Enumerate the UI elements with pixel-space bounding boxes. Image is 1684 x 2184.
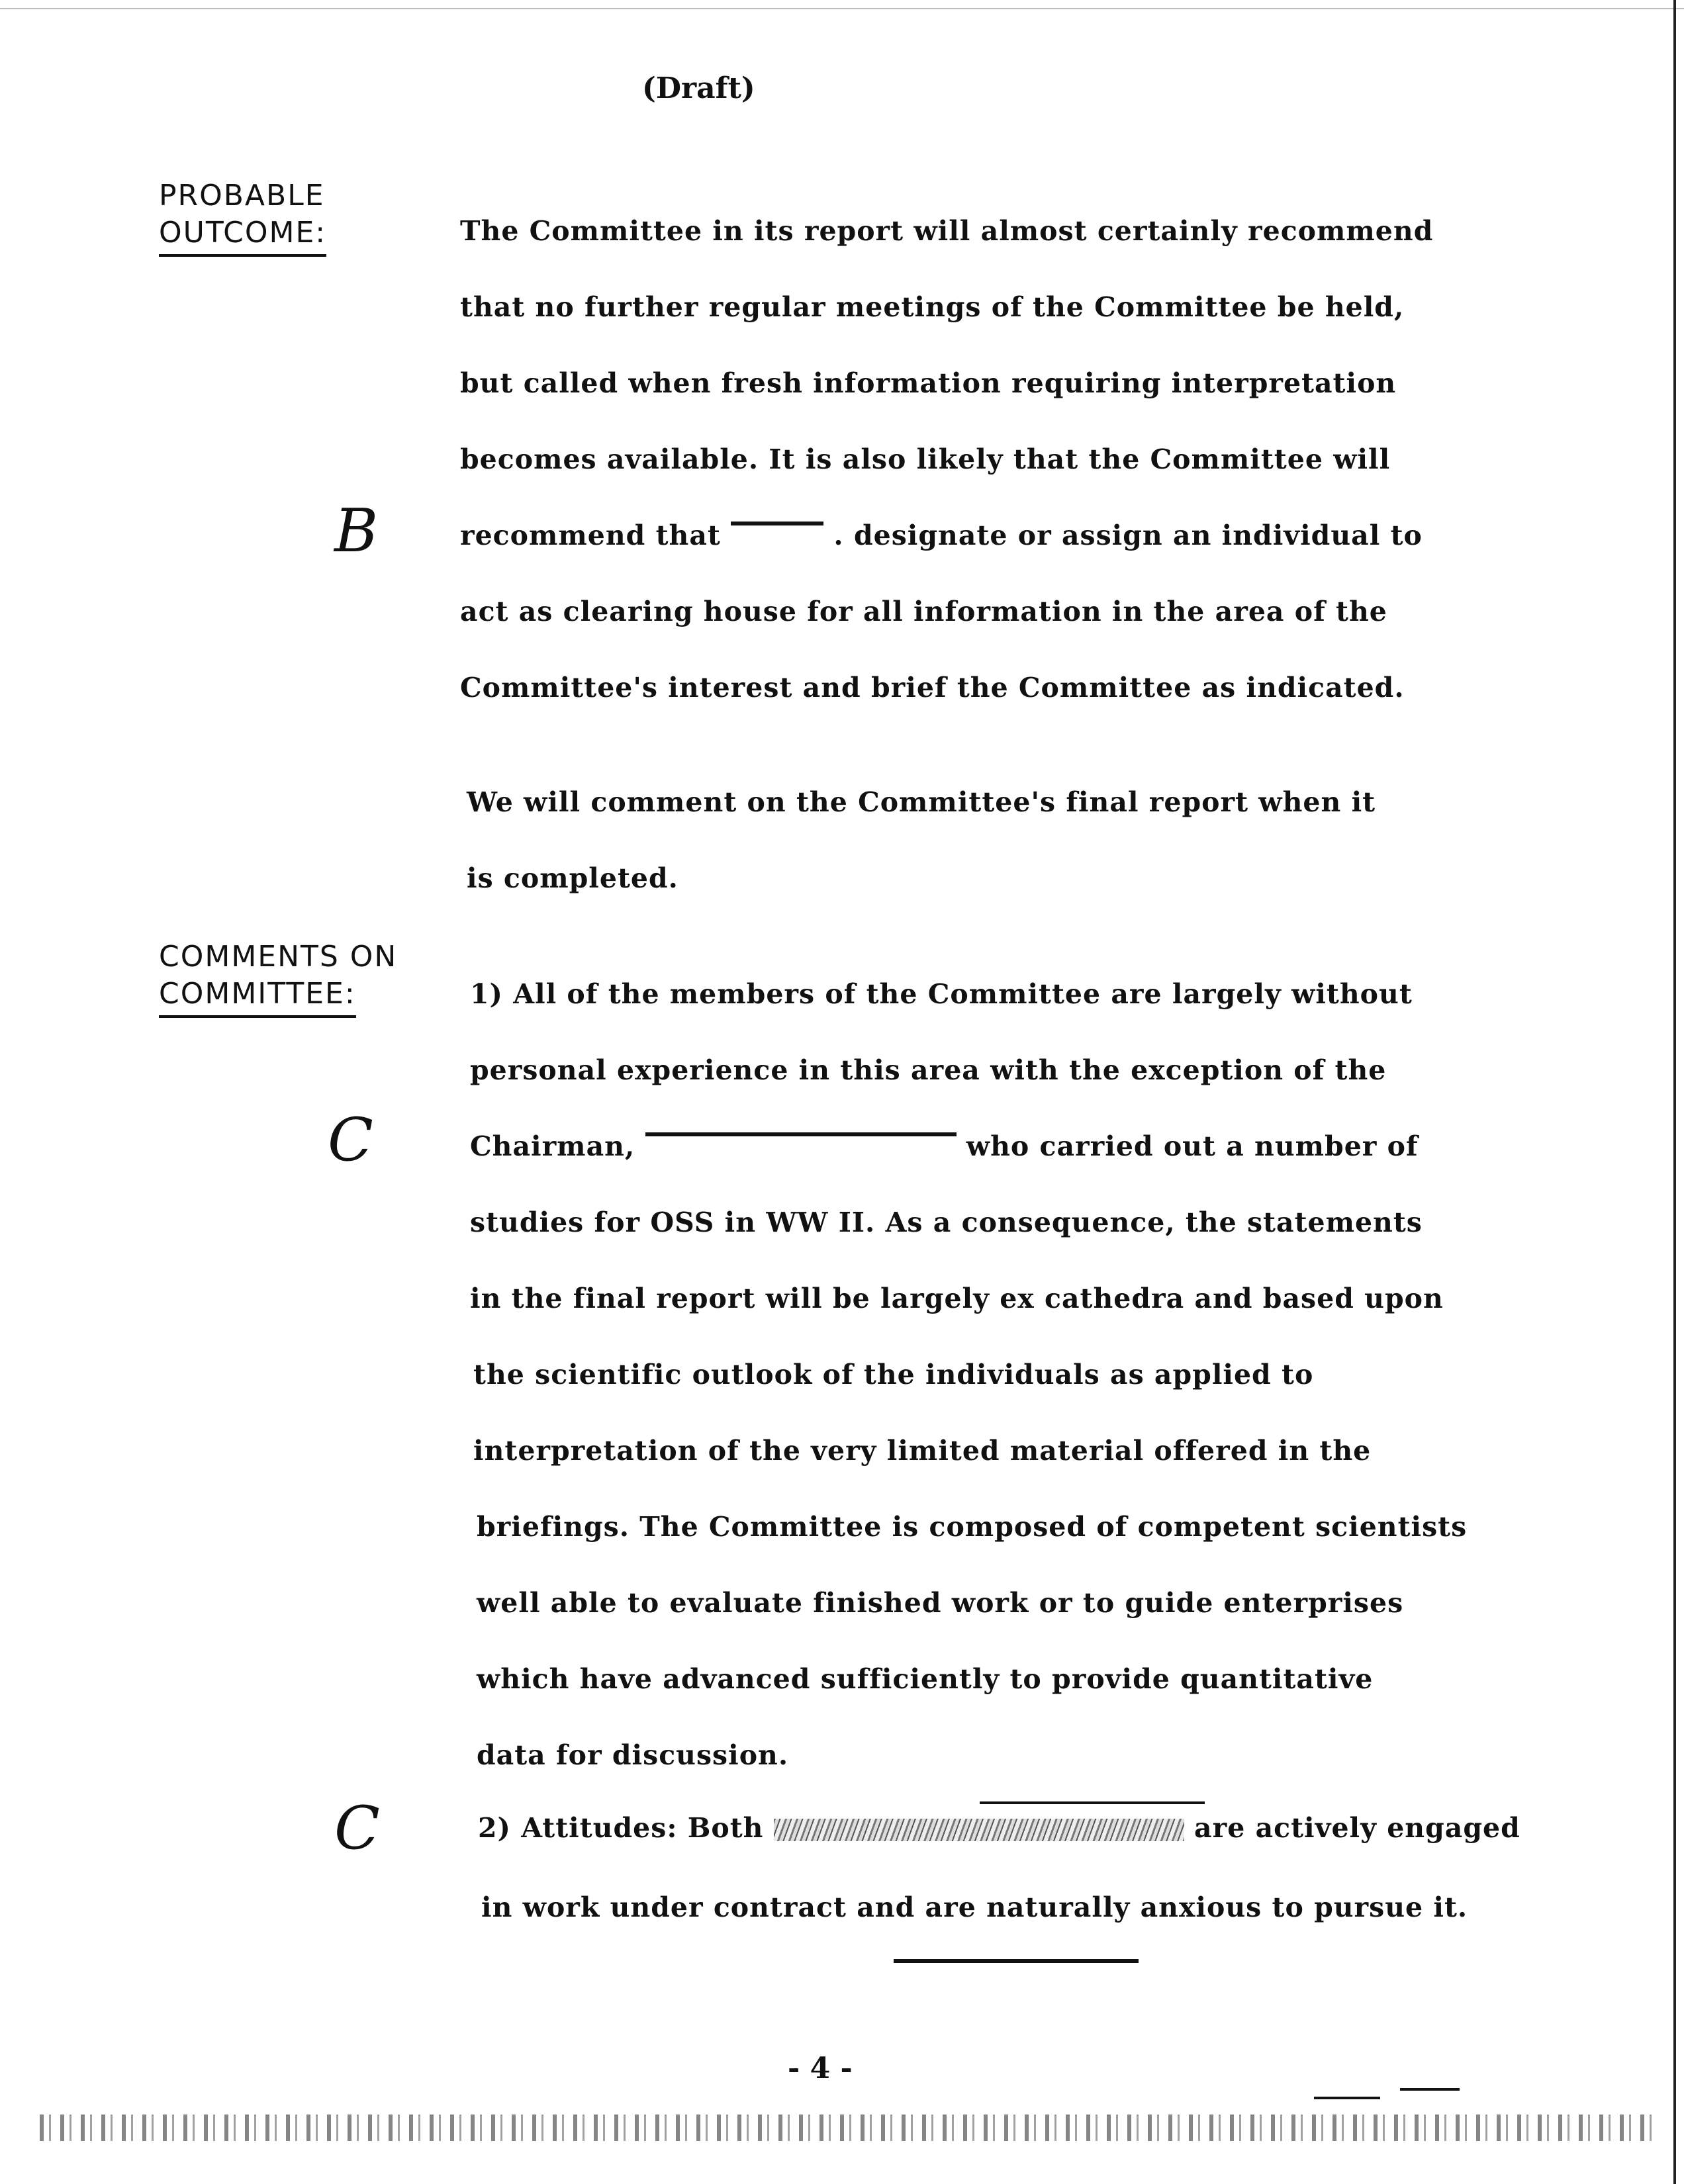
outcome-line: act as clearing house for all information in the area of the <box>460 596 1387 627</box>
probable-outcome-label <box>159 177 326 257</box>
comment-line: which have advanced sufficiently to provide quantitative <box>477 1663 1374 1695</box>
label-line-2: COMMITTEE: <box>159 976 356 1018</box>
line-text: who carried out a number of <box>966 1130 1419 1162</box>
label-line-1: COMMENTS ON <box>159 940 398 974</box>
line-text: Chairman, <box>470 1130 635 1162</box>
comment-line-with-redaction <box>478 1812 1520 1844</box>
comment-line: well able to evaluate finished work or to guide enterprises <box>477 1587 1404 1619</box>
pen-stroke <box>1400 2088 1460 2091</box>
draft-heading: (Draft) <box>642 71 755 105</box>
comment-line: 1) All of the members of the Committee are largely without <box>470 978 1413 1010</box>
outcome-line: that no further regular meetings of the Committee be held, <box>460 291 1405 323</box>
outcome-line: becomes available. It is also likely that the Committee will <box>460 443 1391 475</box>
pen-stroke <box>1314 2097 1380 2099</box>
comment-line: briefings. The Committee is composed of competent scientists <box>477 1511 1468 1543</box>
redaction-blank <box>645 1132 957 1137</box>
line-text: recommend that <box>460 520 721 551</box>
comment-line: in the final report will be largely ex cathedra and based upon <box>470 1283 1444 1314</box>
comment-line: data for discussion. <box>477 1739 789 1771</box>
comment-line-with-redaction <box>470 1130 1419 1162</box>
comment-line: personal experience in this area with the exception of the <box>470 1054 1387 1086</box>
outcome-line: but called when fresh information requiring interpretation <box>460 367 1397 399</box>
line-text: 2) Attitudes: Both <box>478 1812 764 1844</box>
redaction-blank <box>731 522 823 526</box>
followup-line: We will comment on the Committee's final report when it <box>467 786 1376 818</box>
margin-mark-b: B <box>334 496 379 566</box>
followup-line: is completed. <box>467 862 678 894</box>
top-border <box>0 8 1684 9</box>
label-line-1: PROBABLE <box>159 179 325 212</box>
margin-mark-c: C <box>334 1794 380 1863</box>
line-text: are actively engaged <box>1194 1812 1520 1844</box>
handwritten-underline <box>894 1959 1139 1963</box>
outcome-line: The Committee in its report will almost certainly recommend <box>460 215 1434 247</box>
page-number: - 4 - <box>788 2052 853 2085</box>
redacted-names <box>774 1819 1184 1841</box>
comment-line: the scientific outlook of the individuals as applied to <box>473 1359 1314 1390</box>
line-text: . designate or assign an individual to <box>833 520 1423 551</box>
comment-line: studies for OSS in WW II. As a consequence, the statements <box>470 1206 1423 1238</box>
scan-noise <box>40 2115 1655 2141</box>
label-line-2: OUTCOME: <box>159 214 326 257</box>
outcome-line: Committee's interest and brief the Committee as indicated. <box>460 672 1405 704</box>
margin-mark-c: C <box>328 1105 373 1175</box>
comment-line: in work under contract and are naturally anxious to pursue it. <box>481 1891 1468 1923</box>
outcome-line-with-redaction <box>460 520 1423 551</box>
comments-label <box>159 938 397 1018</box>
comment-line: interpretation of the very limited material offered in the <box>473 1435 1372 1467</box>
scan-edge <box>1673 0 1676 2184</box>
redaction-top-line <box>980 1801 1205 1804</box>
